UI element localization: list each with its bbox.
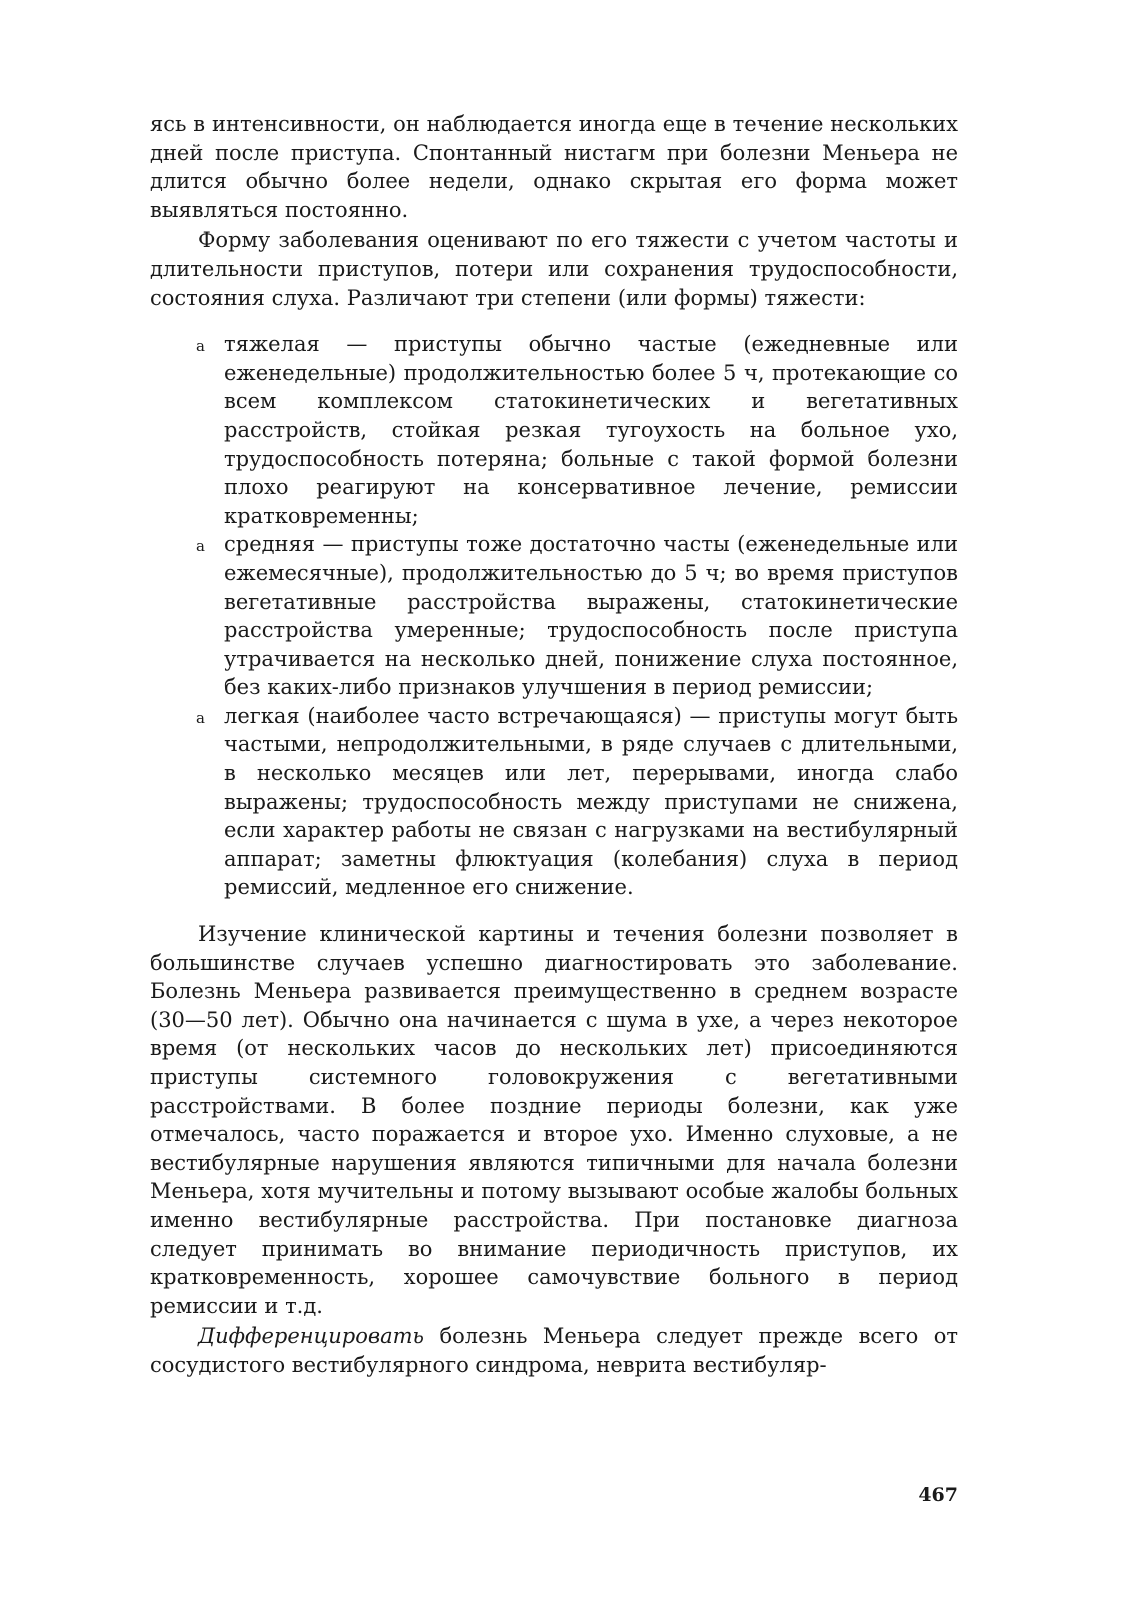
list-item-text: средняя — приступы тоже достаточно часты (еженедельные или ежемесячные), продолжительностью до 5 ч; во время приступов вегетативные расстройства выражены, статокинетические расстройства умеренные; трудоспособность после приступа утрачивается на несколько дней, понижение слуха постоянное, без каких-либо признаков улучшения в период ремиссии;: [224, 532, 958, 700]
list-item-mild: [150, 702, 958, 902]
list-bullet: a: [196, 708, 205, 727]
page-content: [150, 110, 958, 1380]
paragraph-continuation: ясь в интенсивности, он наблюдается иногда еще в течение нескольких дней после приступа. Спонтанный нистагм при болезни Меньера не длится обычно более недели, однако скрытая его форма может выявляться постоянно.: [150, 112, 958, 222]
list-item-text: тяжелая — приступы обычно частые (ежедневные или еженедельные) продолжительностью более 5 ч, протекающие со всем комплексом статокинетических и вегетативных расстройств, стойкая резкая тугоухость на больное ухо, трудоспособность потеряна; больные с такой формой болезни плохо реагируют на консервативное лечение, ремиссии кратковременны;: [224, 332, 958, 528]
list-item-text: легкая (наиболее часто встречающаяся) — приступы могут быть частыми, непродолжительными, в ряде случаев с длительными, в несколько месяцев или лет, перерывами, иногда слабо выражены; трудоспособность между приступами не снижена, если характер работы не связан с нагрузками на вестибулярный аппарат; заметны флюктуация (колебания) слуха в период ремиссий, медленное его снижение.: [224, 703, 958, 900]
paragraph-severity-forms: Форму заболевания оценивают по его тяжести с учетом частоты и длительности приступов, потери или сохранения трудоспособности, состояния слуха. Различают три степени (или формы) тяжести:: [150, 228, 958, 310]
paragraph-differential-text: болезнь Меньера следует прежде всего от сосудистого вестибулярного синдрома, неврита вестибуляр-: [150, 1324, 958, 1377]
italic-term: Дифференцировать: [198, 1324, 424, 1349]
severity-list: [150, 330, 958, 902]
list-bullet: a: [196, 337, 205, 356]
list-bullet: a: [196, 537, 205, 556]
paragraph-differential: [150, 1322, 958, 1379]
list-item-moderate: [150, 530, 958, 702]
list-item-severe: [150, 330, 958, 530]
page-number: 467: [918, 1484, 958, 1506]
paragraph-diagnosis: Изучение клинической картины и течения болезни позволяет в большинстве случаев успешно диагностировать это заболевание. Болезнь Меньера развивается преимущественно в среднем возрасте (30—50 лет). Обычно она начинается с шума в ухе, а через некоторое время (от нескольких часов до нескольких лет) присоединяются приступы системного головокружения с вегетативными расстройствами. В более поздние периоды болезни, как уже отмечалось, часто поражается и второе ухо. Именно слуховые, а не вестибулярные нарушения являются типичными для начала болезни Меньера, хотя мучительны и потому вызывают особые жалобы больных именно вестибулярные расстройства. При постановке диагноза следует принимать во внимание периодичность приступов, их кратковременность, хорошее самочувствие больного в период ремиссии и т.д.: [150, 922, 958, 1318]
